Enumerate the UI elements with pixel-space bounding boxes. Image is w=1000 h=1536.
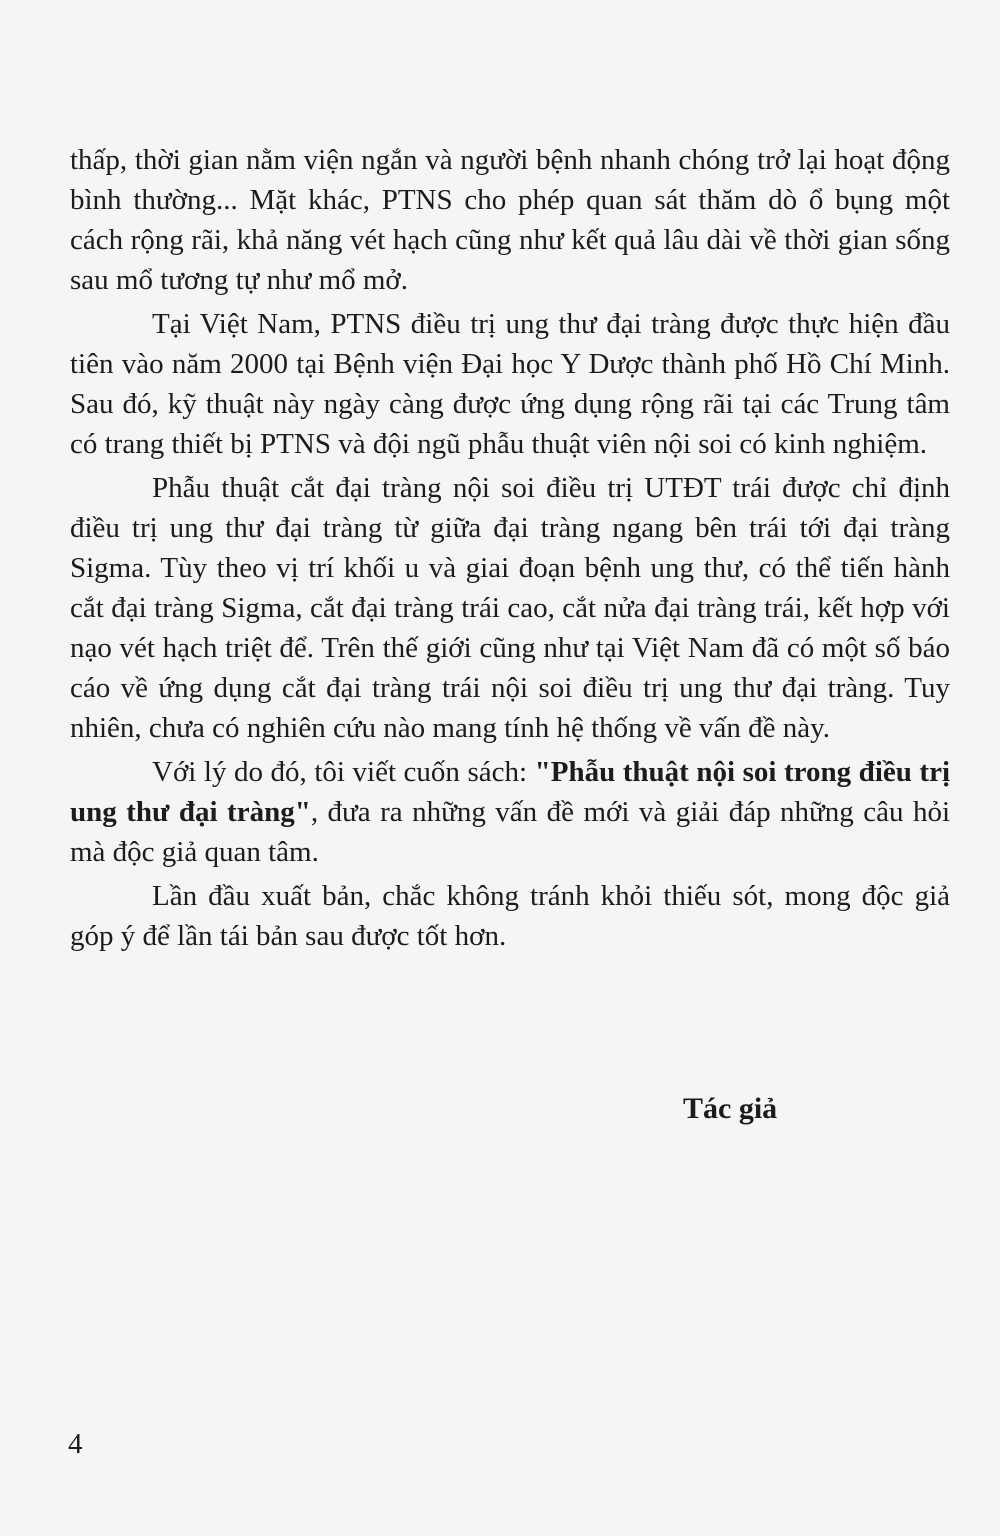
page-number: 4 [68, 1428, 83, 1460]
purpose-text-before: Với lý do đó, tôi viết cuốn sách: [152, 756, 535, 788]
paragraph-vietnam-history: Tại Việt Nam, PTNS điều trị ung thư đại tràng được thực hiện đầu tiên vào năm 2000 tại Bệnh viện Đại học Y Dược thành phố Hồ Chí Minh. Sau đó, kỹ thuật này ngày càng được ứng dụng rộng rãi tại các Trung tâm có trang thiết bị PTNS và đội ngũ phẫu thuật viên nội soi có kinh nghiệm. [70, 308, 950, 460]
author-signature: Tác giả [683, 1092, 778, 1125]
paragraph-first-edition: Lần đầu xuất bản, chắc không tránh khỏi thiếu sót, mong độc giả góp ý để lần tái bản sau được tốt hơn. [70, 880, 950, 952]
paragraph-book-purpose [70, 752, 950, 872]
book-title: "Phẫu thuật nội soi trong điều trị ung thư đại tràng" [70, 756, 951, 828]
paragraph-continuation: thấp, thời gian nằm viện ngắn và người bệnh nhanh chóng trở lại hoạt động bình thường... Mặt khác, PTNS cho phép quan sát thăm dò ổ bụng một cách rộng rãi, khả năng vét hạch cũng như kết quả lâu dài về thời gian sống sau mổ tương tự như mổ mở. [70, 144, 950, 296]
body-text [70, 140, 950, 960]
paragraph-indications: Phẫu thuật cắt đại tràng nội soi điều trị UTĐT trái được chỉ định điều trị ung thư đại tràng từ giữa đại tràng ngang bên trái tới đại tràng Sigma. Tùy theo vị trí khối u và giai đoạn bệnh ung thư, có thể tiến hành cắt đại tràng Sigma, cắt đại tràng trái cao, cắt nửa đại tràng trái, kết hợp với nạo vét hạch triệt để. Trên thế giới cũng như tại Việt Nam đã có một số báo cáo về ứng dụng cắt đại tràng trái nội soi điều trị ung thư đại tràng. Tuy nhiên, chưa có nghiên cứu nào mang tính hệ thống về vấn đề này. [70, 472, 950, 744]
purpose-text-after: , đưa ra những vấn đề mới và giải đáp những câu hỏi mà độc giả quan tâm. [70, 796, 951, 868]
